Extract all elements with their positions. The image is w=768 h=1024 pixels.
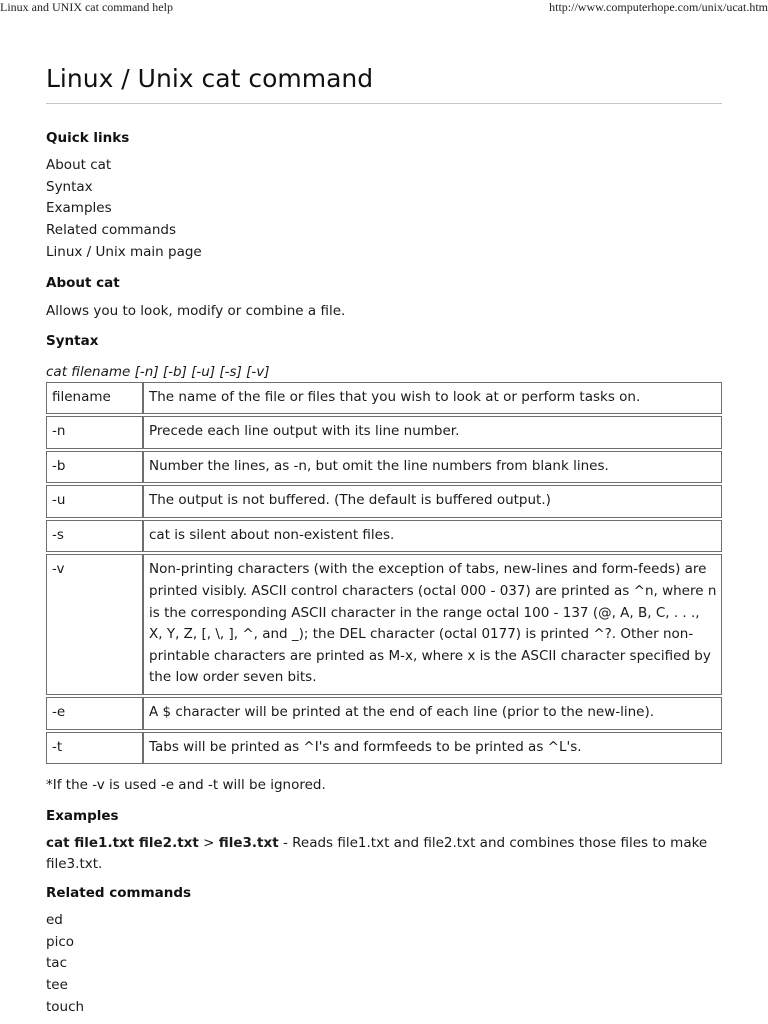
- table-row: [46, 520, 722, 553]
- quick-link-examples[interactable]: Examples: [46, 200, 112, 217]
- quick-links-heading: Quick links: [46, 130, 130, 146]
- table-row: [46, 382, 722, 415]
- example-command: cat file1.txt file2.txt: [46, 835, 199, 852]
- table-row: [46, 554, 722, 695]
- option-name: -u: [46, 485, 143, 518]
- option-name: -n: [46, 416, 143, 449]
- article: [46, 64, 722, 1018]
- quick-link-about[interactable]: About cat: [46, 157, 112, 173]
- option-description: A $ character will be printed at the end of each line (prior to the new-line).: [143, 697, 722, 730]
- option-name: -t: [46, 732, 143, 765]
- example-output-file: file3.txt: [218, 835, 279, 852]
- option-description: Non-printing characters (with the exception of tabs, new-lines and form-feeds) are printed visibly. ASCII control characters (octal 000 - 037) are printed as ^n, where n is the corresponding ASCII character in the range octal 100 - 137 (@, A, B, C, . . ., X, Y, Z, [, \, ], ^, and _); the DEL character (octal 0177) is printed ^?. Other non-printable characters are printed as M-x, where x is the ASCII character specified by the low order seven bits.: [143, 554, 722, 695]
- related-command-item[interactable]: touch: [46, 998, 85, 1015]
- about-heading: About cat: [46, 274, 120, 291]
- option-description: cat is silent about non-existent files.: [143, 520, 722, 553]
- option-description: The name of the file or files that you wish to look at or perform tasks on.: [143, 382, 722, 415]
- page-title: Linux / Unix cat command: [46, 64, 722, 104]
- syntax-heading: Syntax: [46, 332, 99, 349]
- quick-link-syntax[interactable]: Syntax: [46, 178, 93, 195]
- print-header-title: Linux and UNIX cat command help: [0, 0, 173, 14]
- quick-link-related-commands[interactable]: Related commands: [46, 222, 176, 239]
- option-name: -v: [46, 554, 143, 695]
- related-commands-list: [46, 910, 722, 1018]
- option-name: filename: [46, 382, 143, 415]
- related-command-item[interactable]: pico: [46, 933, 75, 950]
- table-row: [46, 416, 722, 449]
- related-command-item[interactable]: tee: [46, 977, 68, 994]
- table-row: [46, 732, 722, 765]
- print-header: [0, 0, 768, 16]
- table-row: [46, 485, 722, 518]
- about-text: Allows you to look, modify or combine a file.: [46, 302, 346, 319]
- option-description: Number the lines, as -n, but omit the line numbers from blank lines.: [143, 451, 722, 484]
- examples-heading: Examples: [46, 808, 119, 825]
- syntax-line: cat filename [-n] [-b] [-u] [-s] [-v]: [46, 363, 270, 380]
- print-header-url: http://www.computerhope.com/unix/ucat.htm: [549, 0, 768, 14]
- example-paragraph: [46, 833, 722, 875]
- table-row: [46, 697, 722, 730]
- example-redirect: >: [198, 835, 219, 852]
- syntax-note: *If the -v is used -e and -t will be ignored.: [46, 777, 326, 794]
- related-commands-heading: Related commands: [46, 885, 192, 902]
- option-description: Precede each line output with its line number.: [143, 416, 722, 449]
- option-description: Tabs will be printed as ^I's and formfeeds to be printed as ^L's.: [143, 732, 722, 765]
- table-row: [46, 451, 722, 484]
- quick-links-list: [46, 155, 722, 264]
- option-name: -e: [46, 697, 143, 730]
- related-command-item[interactable]: tac: [46, 955, 67, 972]
- quick-link-main-page[interactable]: Linux / Unix main page: [46, 243, 202, 260]
- related-command-item[interactable]: ed: [46, 912, 63, 929]
- options-table: [46, 380, 722, 767]
- option-name: -b: [46, 451, 143, 484]
- example-description: - Reads file1.txt and file2.txt and combines those files to make file3.txt.: [46, 835, 708, 873]
- option-name: -s: [46, 520, 143, 553]
- option-description: The output is not buffered. (The default is buffered output.): [143, 485, 722, 518]
